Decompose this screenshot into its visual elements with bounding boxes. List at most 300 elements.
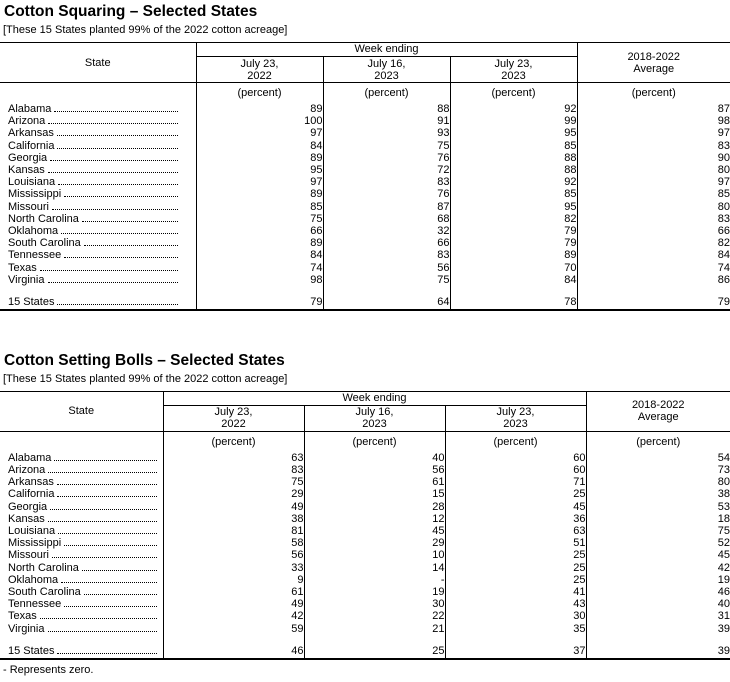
value-cell-average: 97 <box>577 127 730 139</box>
dotted-leader <box>57 496 156 497</box>
value-cell-week3: 41 <box>445 586 586 598</box>
unit-cell: (percent) <box>237 87 282 99</box>
dotted-leader <box>84 594 157 595</box>
date-line2: 2022 <box>221 418 246 431</box>
state-name: Kansas <box>8 512 45 525</box>
unit-cell: (percent) <box>304 431 445 452</box>
state-cell <box>0 188 196 200</box>
table-row <box>0 501 730 513</box>
value-cell-week3: 35 <box>445 622 586 634</box>
value-cell-week3: 92 <box>450 176 577 188</box>
average-label-line1: 2018-2022 <box>627 50 681 63</box>
unit-cell: (percent) <box>445 431 586 452</box>
state-name: Louisiana <box>8 176 56 189</box>
value-cell-week1: 33 <box>291 561 304 574</box>
value-cell-average: 80 <box>577 201 730 213</box>
state-row <box>0 249 196 261</box>
value-cell-week3: 70 <box>450 261 577 273</box>
date-header-week2 <box>304 405 445 431</box>
value-cell-week1 <box>163 635 304 645</box>
state-row <box>0 586 163 598</box>
table-row <box>0 274 730 286</box>
state-cell <box>0 598 163 610</box>
state-name: California <box>8 488 55 501</box>
dotted-leader <box>61 233 177 234</box>
value-cell-average: 83 <box>577 213 730 225</box>
date-line2: 2023 <box>362 418 387 431</box>
value-cell-average: 80 <box>586 476 730 488</box>
state-cell <box>0 225 196 237</box>
state-name: Oklahoma <box>8 224 59 237</box>
dotted-leader <box>84 245 178 246</box>
state-cell <box>0 152 196 164</box>
state-row <box>0 623 163 635</box>
value-cell-week2: 83 <box>323 176 450 188</box>
value-cell-week3: 82 <box>450 213 577 225</box>
value-cell-week2: 25 <box>304 645 445 659</box>
value-cell-week1: 42 <box>291 610 304 623</box>
week-ending-header: Week ending <box>196 43 577 57</box>
state-name: Missouri <box>8 200 49 213</box>
dotted-leader <box>57 653 156 654</box>
value-cell-week1: 38 <box>291 512 304 525</box>
date-line2: 2023 <box>501 69 526 82</box>
state-row <box>0 164 196 176</box>
state-row <box>0 562 163 574</box>
unit-cell: (percent) <box>577 83 730 104</box>
date-line1: July 23, <box>240 57 279 70</box>
state-cell <box>0 622 163 634</box>
state-cell <box>0 452 163 464</box>
state-cell <box>0 635 163 645</box>
state-row <box>0 513 163 525</box>
table-row <box>0 249 730 261</box>
value-cell-average: 46 <box>586 586 730 598</box>
value-cell-week2: 76 <box>323 152 450 164</box>
state-name: Missouri <box>8 549 49 562</box>
date-line1: July 16, <box>355 406 394 419</box>
state-row <box>0 225 196 237</box>
value-cell-average: 75 <box>586 525 730 537</box>
value-cell-week3: 88 <box>450 152 577 164</box>
state-name: California <box>8 139 55 152</box>
value-cell-week3: 99 <box>450 115 577 127</box>
state-cell <box>0 164 196 176</box>
table-row <box>0 188 730 200</box>
state-row <box>0 188 196 200</box>
page-title: Cotton Squaring – Selected States <box>4 3 258 20</box>
dotted-leader <box>57 148 177 149</box>
state-cell <box>0 286 196 296</box>
state-cell <box>0 249 196 261</box>
cotton-setting-bolls-table <box>0 391 730 660</box>
value-cell-average: 79 <box>577 296 730 310</box>
value-cell-week1: 89 <box>310 237 323 250</box>
table-row <box>0 225 730 237</box>
state-cell <box>0 176 196 188</box>
page-title: Cotton Setting Bolls – Selected States <box>4 351 285 369</box>
state-cell <box>0 574 163 586</box>
value-cell-week3: 78 <box>450 296 577 310</box>
dotted-leader <box>57 484 157 485</box>
value-cell-week1: 74 <box>310 261 323 274</box>
state-column-header: State <box>0 43 196 83</box>
unit-row <box>0 431 730 452</box>
state-cell <box>0 645 163 659</box>
state-row <box>0 501 163 513</box>
value-cell-week2: 56 <box>304 464 445 476</box>
value-cell-average: 52 <box>586 537 730 549</box>
value-cell-average: 31 <box>586 610 730 622</box>
state-cell <box>0 140 196 152</box>
state-cell <box>0 562 163 574</box>
value-cell-week1: 84 <box>310 249 323 262</box>
value-cell-average <box>586 635 730 645</box>
value-cell-average: 54 <box>586 452 730 464</box>
value-cell-week3 <box>450 286 577 296</box>
value-cell-week2: 15 <box>304 488 445 500</box>
state-row <box>0 274 196 286</box>
value-cell-week1: 97 <box>310 176 323 189</box>
state-cell <box>0 201 196 213</box>
state-row <box>0 645 163 657</box>
value-cell-week2: - <box>304 574 445 586</box>
state-row <box>0 488 163 500</box>
dotted-leader <box>82 221 178 222</box>
value-cell-week2: 10 <box>304 549 445 561</box>
value-cell-average: 86 <box>577 274 730 286</box>
table-row <box>0 464 730 476</box>
state-name: Georgia <box>8 500 48 513</box>
state-row <box>0 296 196 308</box>
state-cell <box>0 261 196 273</box>
date-header-week3 <box>445 405 586 431</box>
value-cell-week2: 21 <box>304 622 445 634</box>
dotted-leader <box>52 557 157 558</box>
dotted-leader <box>64 196 177 197</box>
value-cell-week1: 85 <box>310 200 323 213</box>
state-cell <box>0 549 163 561</box>
table-row <box>0 586 730 598</box>
value-cell-week3: 43 <box>445 598 586 610</box>
dotted-leader <box>40 618 157 619</box>
state-row <box>0 610 163 622</box>
cotton-squaring-table <box>0 42 730 311</box>
dotted-leader <box>48 172 178 173</box>
state-cell <box>0 103 196 115</box>
value-cell-week2: 14 <box>304 562 445 574</box>
value-cell-week2: 72 <box>323 164 450 176</box>
state-name: Georgia <box>8 151 48 164</box>
value-cell-week1: 61 <box>291 585 304 598</box>
date-line2: 2022 <box>247 69 272 82</box>
table-row <box>0 140 730 152</box>
state-name: Oklahoma <box>8 573 59 586</box>
value-cell-week2: 19 <box>304 586 445 598</box>
state-name: Arizona <box>8 464 46 477</box>
unit-cell: (percent) <box>450 83 577 104</box>
state-row <box>0 525 163 537</box>
value-cell-week1: 89 <box>310 103 323 116</box>
state-name: Tennessee <box>8 249 62 262</box>
value-cell-average: 45 <box>586 549 730 561</box>
date-header-week2 <box>323 57 450 83</box>
value-cell-week1: 29 <box>291 488 304 501</box>
value-cell-week2: 68 <box>323 213 450 225</box>
table-row <box>0 476 730 488</box>
value-cell-average: 85 <box>577 188 730 200</box>
value-cell-week3: 37 <box>445 645 586 659</box>
table-row <box>0 537 730 549</box>
state-name: Texas <box>8 610 37 623</box>
state-name: South Carolina <box>8 237 81 250</box>
value-cell-week2: 29 <box>304 537 445 549</box>
value-cell-week2: 87 <box>323 201 450 213</box>
table-row <box>0 622 730 634</box>
state-cell <box>0 115 196 127</box>
table-row <box>0 452 730 464</box>
value-cell-week3: 51 <box>445 537 586 549</box>
state-name: Kansas <box>8 164 45 177</box>
dotted-leader <box>50 509 156 510</box>
dotted-leader <box>48 521 157 522</box>
table-row <box>0 296 730 310</box>
acreage-note: [These 15 States planted 99% of the 2022 cotton acreage] <box>3 372 288 385</box>
value-cell-week3: 25 <box>445 488 586 500</box>
state-cell <box>0 237 196 249</box>
table-row <box>0 562 730 574</box>
value-cell-week2: 75 <box>323 274 450 286</box>
state-row <box>0 549 163 561</box>
state-name: Arkansas <box>8 127 54 140</box>
value-cell-week2: 93 <box>323 127 450 139</box>
value-cell-week3: 79 <box>450 225 577 237</box>
state-cell <box>0 274 196 286</box>
value-cell-week1: 49 <box>291 500 304 513</box>
average-label-line2: Average <box>637 411 679 424</box>
table-row <box>0 115 730 127</box>
state-cell <box>0 537 163 549</box>
value-cell-week3: 88 <box>450 164 577 176</box>
value-cell-week1: 59 <box>291 622 304 635</box>
value-cell-week2: 61 <box>304 476 445 488</box>
value-cell-week1: 79 <box>310 296 323 309</box>
value-cell-week2: 12 <box>304 513 445 525</box>
value-cell-average: 90 <box>577 152 730 164</box>
value-cell-average: 97 <box>577 176 730 188</box>
value-cell-week2: 66 <box>323 237 450 249</box>
value-cell-week1: 75 <box>291 476 304 489</box>
date-header-week1 <box>163 405 304 431</box>
value-cell-week1: 46 <box>291 645 304 658</box>
state-row <box>0 213 196 225</box>
date-header-week1 <box>196 57 323 83</box>
state-row <box>0 537 163 549</box>
state-cell <box>0 501 163 513</box>
value-cell-week3: 63 <box>445 525 586 537</box>
value-cell-week3: 95 <box>450 127 577 139</box>
value-cell-week3: 92 <box>450 103 577 115</box>
table-row <box>0 610 730 622</box>
state-name: Mississippi <box>8 537 62 550</box>
value-cell-average: 19 <box>586 574 730 586</box>
dotted-leader <box>54 460 156 461</box>
value-cell-average: 39 <box>586 622 730 634</box>
state-cell <box>0 488 163 500</box>
table-row <box>0 549 730 561</box>
state-name: Arkansas <box>8 476 54 489</box>
average-label-line1: 2018-2022 <box>631 399 685 412</box>
state-cell <box>0 213 196 225</box>
state-row <box>0 115 196 127</box>
dotted-leader <box>64 545 156 546</box>
state-name: Tennessee <box>8 598 62 611</box>
date-line2: 2023 <box>503 418 528 431</box>
value-cell-week3: 60 <box>445 452 586 464</box>
value-cell-average: 73 <box>586 464 730 476</box>
state-name: Louisiana <box>8 525 56 538</box>
value-cell-average: 98 <box>577 115 730 127</box>
value-cell-average: 38 <box>586 488 730 500</box>
value-cell-week2: 40 <box>304 452 445 464</box>
date-line1: July 23, <box>494 57 533 70</box>
value-cell-week1: 56 <box>291 549 304 562</box>
state-row <box>0 140 196 152</box>
value-cell-week2 <box>304 635 445 645</box>
state-cell <box>0 610 163 622</box>
value-cell-week1 <box>196 286 323 296</box>
value-cell-week2: 32 <box>323 225 450 237</box>
value-cell-week3: 25 <box>445 549 586 561</box>
value-cell-week1: 98 <box>310 273 323 286</box>
value-cell-week3: 79 <box>450 237 577 249</box>
value-cell-week2: 75 <box>323 140 450 152</box>
table-row <box>0 513 730 525</box>
state-cell <box>0 513 163 525</box>
value-cell-week2 <box>323 286 450 296</box>
week-ending-header: Week ending <box>163 391 586 405</box>
state-column-header: State <box>0 391 163 431</box>
state-cell <box>0 464 163 476</box>
dotted-leader <box>57 304 177 305</box>
value-cell-week1: 84 <box>310 139 323 152</box>
state-row <box>0 598 163 610</box>
table-row <box>0 213 730 225</box>
value-cell-week1: 66 <box>310 224 323 237</box>
unit-cell: (percent) <box>586 431 730 452</box>
dotted-leader <box>52 209 178 210</box>
state-name: Virginia <box>8 273 45 286</box>
value-cell-average <box>577 286 730 296</box>
state-name: Texas <box>8 261 37 274</box>
dotted-leader <box>48 631 157 632</box>
state-cell <box>0 586 163 598</box>
table-row <box>0 488 730 500</box>
dotted-leader <box>58 184 177 185</box>
section-cotton-setting-bolls <box>0 352 730 660</box>
value-cell-average: 87 <box>577 103 730 115</box>
state-row <box>0 201 196 213</box>
value-cell-average: 40 <box>586 598 730 610</box>
state-cell <box>0 525 163 537</box>
dotted-leader <box>57 135 178 136</box>
value-cell-week1: 89 <box>310 151 323 164</box>
unit-cell: (percent) <box>323 83 450 104</box>
value-cell-week1: 89 <box>310 188 323 201</box>
dotted-leader <box>54 111 177 112</box>
header-row-group <box>0 43 730 57</box>
footnote: - Represents zero. <box>3 663 94 676</box>
value-cell-average: 53 <box>586 501 730 513</box>
state-name: Mississippi <box>8 188 62 201</box>
value-cell-week1: 83 <box>291 464 304 477</box>
date-line1: July 23, <box>214 406 253 419</box>
value-cell-week3: 71 <box>445 476 586 488</box>
state-row <box>0 464 163 476</box>
unit-row <box>0 83 730 104</box>
spacer-row <box>0 286 730 296</box>
value-cell-average: 42 <box>586 562 730 574</box>
value-cell-week2: 28 <box>304 501 445 513</box>
table-row <box>0 645 730 659</box>
date-line1: July 16, <box>367 57 406 70</box>
average-label-line2: Average <box>633 62 675 75</box>
table-row <box>0 103 730 115</box>
value-cell-average: 18 <box>586 513 730 525</box>
header-row-group <box>0 391 730 405</box>
state-name: South Carolina <box>8 585 81 598</box>
value-cell-week2: 83 <box>323 249 450 261</box>
state-row <box>0 152 196 164</box>
date-header-week3 <box>450 57 577 83</box>
value-cell-week3: 45 <box>445 501 586 513</box>
value-cell-week1: 100 <box>304 115 323 128</box>
value-cell-week1: 63 <box>291 451 304 464</box>
value-cell-week1: 81 <box>291 525 304 538</box>
spacer-row <box>0 635 730 645</box>
dotted-leader <box>82 570 157 571</box>
value-cell-average: 83 <box>577 140 730 152</box>
state-row <box>0 176 196 188</box>
state-row <box>0 262 196 274</box>
value-cell-week3: 25 <box>445 574 586 586</box>
state-name: 15 States <box>8 645 55 658</box>
value-cell-average: 66 <box>577 225 730 237</box>
table-row <box>0 152 730 164</box>
value-cell-average: 82 <box>577 237 730 249</box>
state-row <box>0 452 163 464</box>
value-cell-week1: 49 <box>291 598 304 611</box>
value-cell-week2: 45 <box>304 525 445 537</box>
state-row <box>0 476 163 488</box>
table-body <box>0 452 730 659</box>
state-row <box>0 103 196 115</box>
state-name: Virginia <box>8 622 45 635</box>
dotted-leader <box>48 282 178 283</box>
dotted-leader <box>58 533 156 534</box>
dotted-leader <box>61 582 156 583</box>
section-cotton-squaring <box>0 3 730 311</box>
dotted-leader <box>50 160 177 161</box>
date-line2: 2023 <box>374 69 399 82</box>
value-cell-average: 39 <box>586 645 730 659</box>
average-column-header <box>577 43 730 83</box>
value-cell-week3: 36 <box>445 513 586 525</box>
table-row <box>0 127 730 139</box>
unit-cell: (percent) <box>211 435 256 448</box>
table-row <box>0 176 730 188</box>
dotted-leader <box>48 472 156 473</box>
